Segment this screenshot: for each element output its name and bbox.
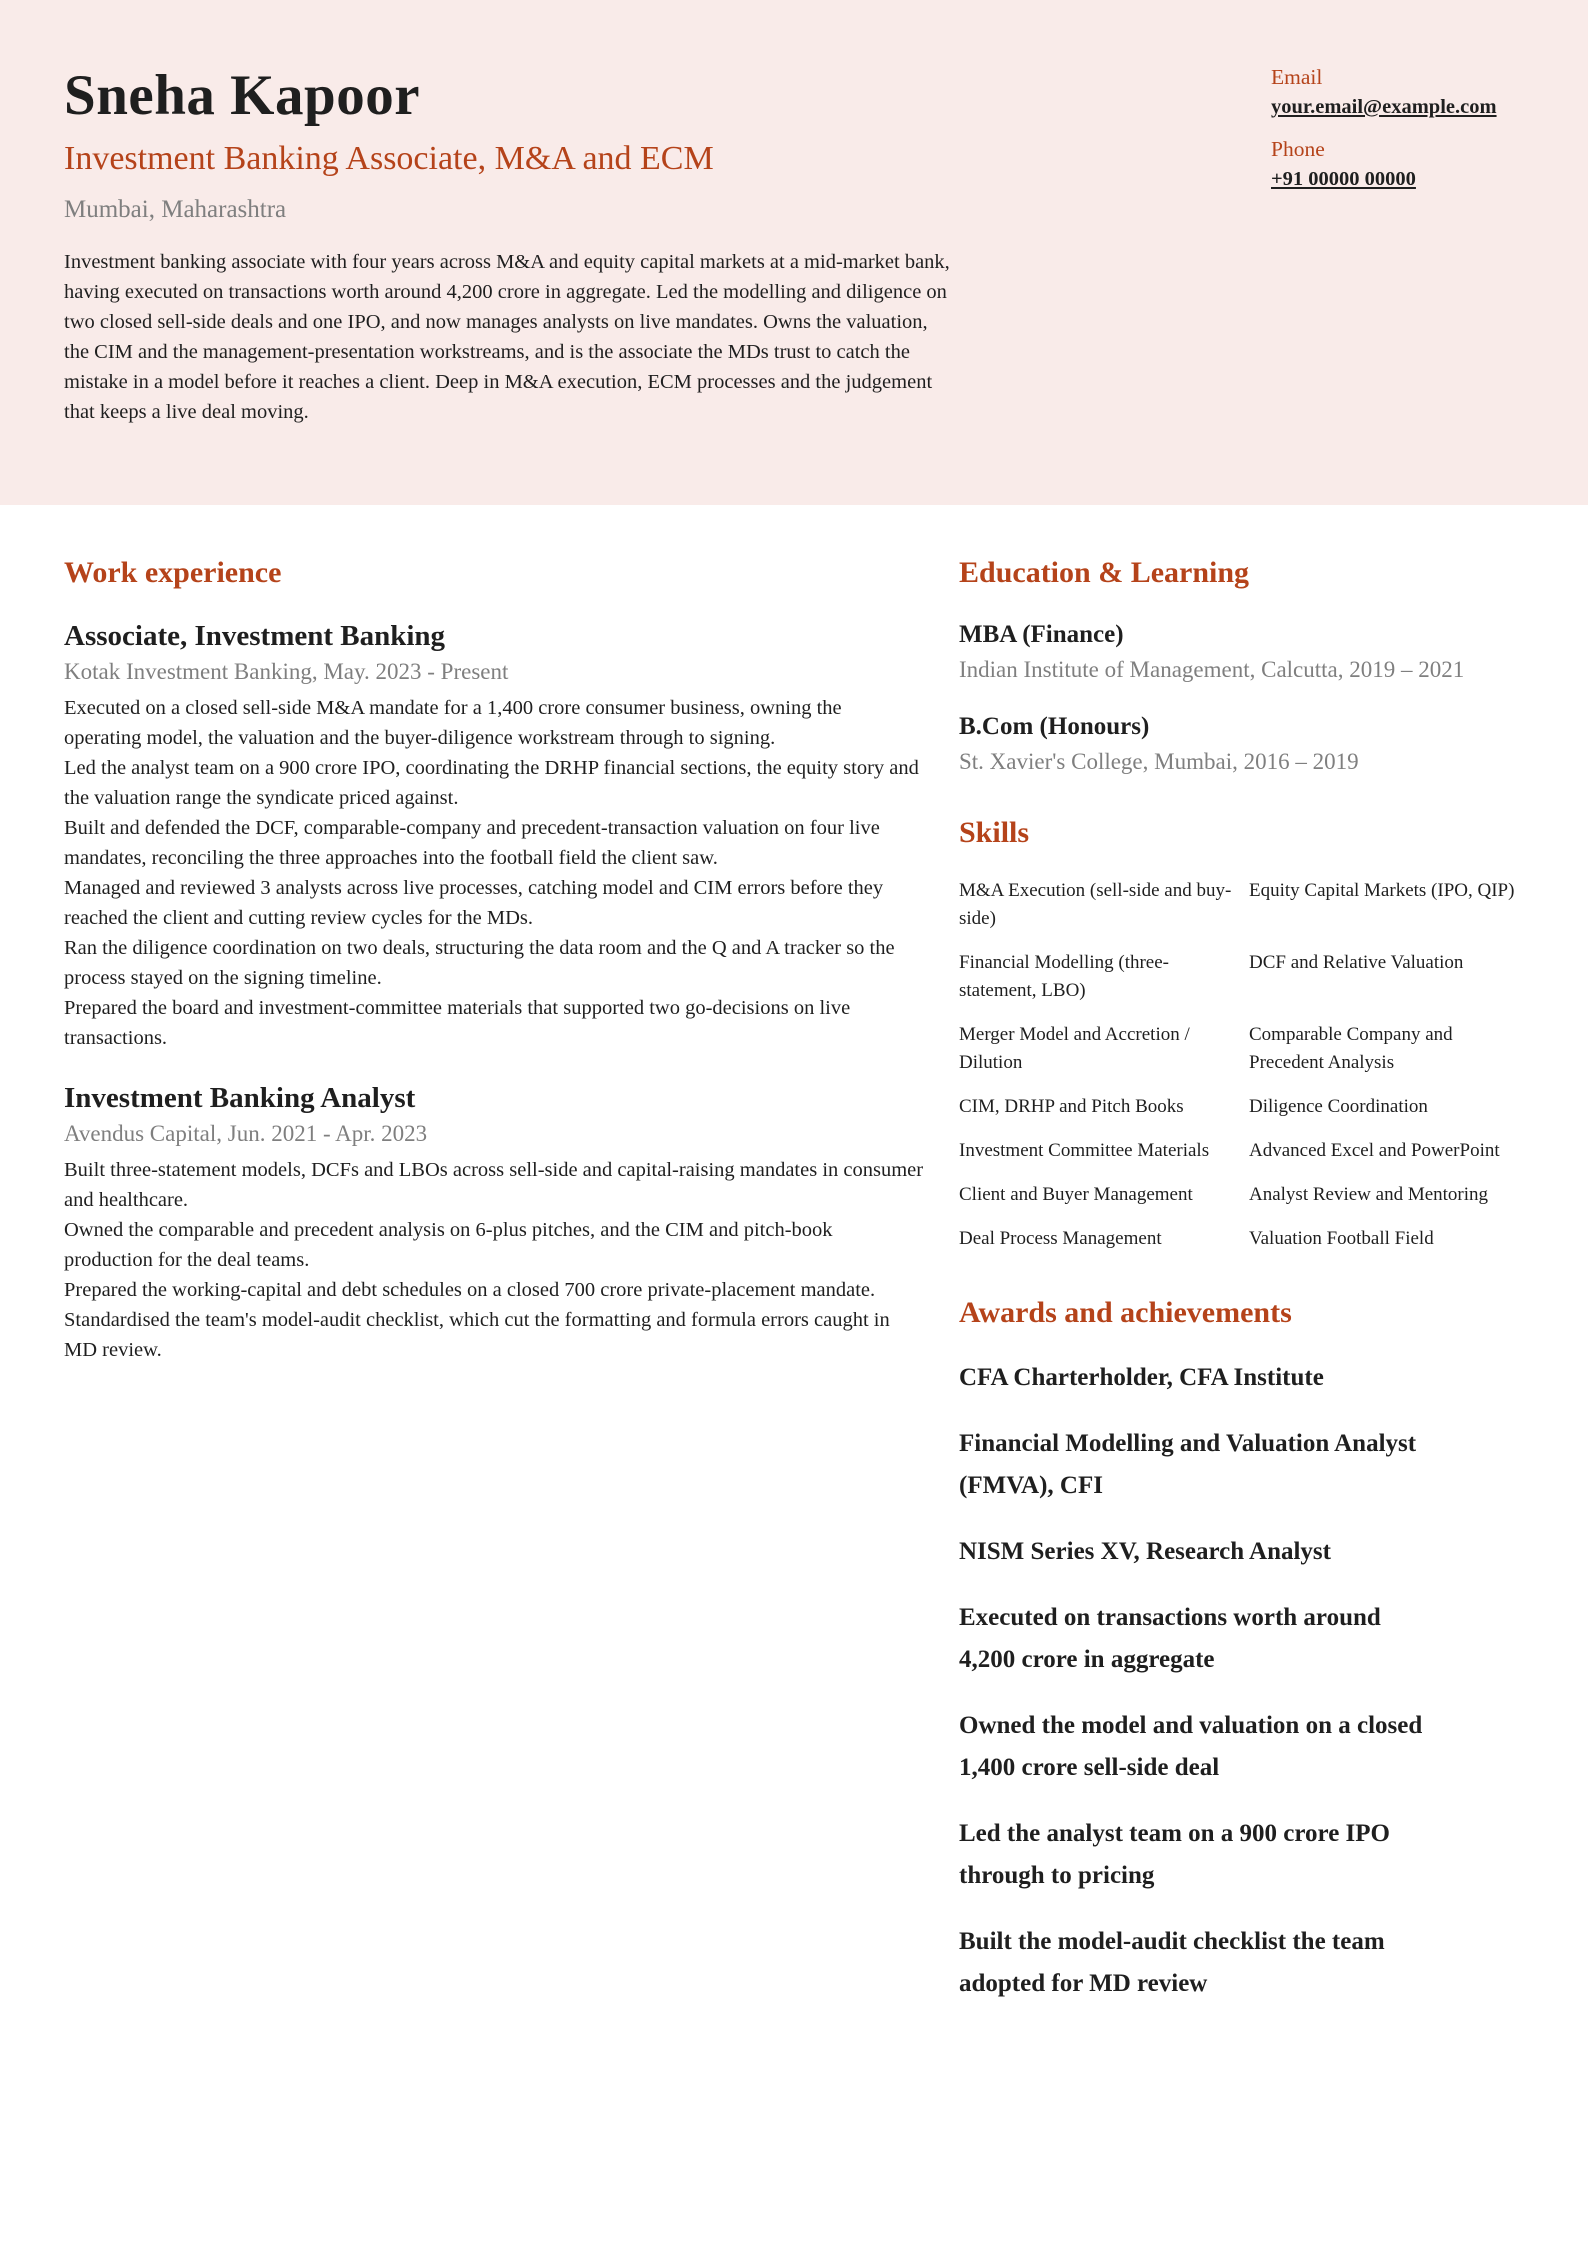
- job-entry: [64, 1079, 924, 1365]
- job-title: Investment Banking Analyst: [64, 1082, 416, 1114]
- job-achievements: [64, 693, 924, 1053]
- degree-title: B.Com (Honours): [959, 713, 1150, 740]
- award-item: Financial Modelling and Valuation Analyst (FMVA), CFI: [959, 1430, 1417, 1499]
- skills-list: [959, 877, 1529, 1253]
- skill-item: Comparable Company and Precedent Analysis: [1249, 1024, 1453, 1073]
- skill-item: M&A Execution (sell-side and buy-side): [959, 880, 1232, 929]
- skill-item: Deal Process Management: [959, 1228, 1162, 1249]
- award-item: CFA Charterholder, CFA Institute: [959, 1364, 1324, 1391]
- work-experience-section: [64, 553, 924, 1365]
- job-achievement: Owned the comparable and precedent analysis on 6-plus pitches, and the CIM and pitch-book production for the deal teams.: [64, 1219, 833, 1271]
- skill-item: Valuation Football Field: [1249, 1228, 1434, 1249]
- skill-item: Investment Committee Materials: [959, 1140, 1210, 1161]
- job-achievement: Built and defended the DCF, comparable-company and precedent-transaction valuation on four live mandates, reconciling the three approaches into the football field the client saw.: [64, 817, 880, 869]
- job-achievement: Executed on a closed sell-side M&A mandate for a 1,400 crore consumer business, owning the operating model, the valuation and the buyer-diligence workstream through to signing.: [64, 697, 842, 749]
- job-achievements: [64, 1155, 924, 1365]
- skill-item: Analyst Review and Mentoring: [1249, 1184, 1489, 1205]
- profile-summary: Investment banking associate with four years across M&A and equity capital markets at a mid-market bank, having executed on transactions worth around 4,200 crore in aggregate. Led the modelling and diligence on two closed sell-side deals and one IPO, and now manages analysts on live mandates. Owns the valuation, the CIM and the management-presentation workstreams, and is the associate the MDs trust to catch the mistake in a model before it reaches a client. Deep in M&A execution, ECM processes and the judgement that keeps a live deal moving.: [64, 251, 950, 423]
- skill-item: Financial Modelling (three-statement, LBO): [959, 952, 1169, 1001]
- award-item: Executed on transactions worth around 4,200 crore in aggregate: [959, 1604, 1381, 1673]
- degree-title: MBA (Finance): [959, 621, 1124, 648]
- job-title: Associate, Investment Banking: [64, 620, 446, 652]
- phone-label: Phone: [1271, 137, 1325, 161]
- skill-item: Merger Model and Accretion / Dilution: [959, 1024, 1190, 1073]
- education-entry: [959, 617, 1529, 687]
- section-title-education: Education & Learning: [959, 556, 1250, 589]
- phone-link[interactable]: +91 00000 00000: [1271, 168, 1416, 190]
- header-band: [0, 0, 1588, 505]
- email-link[interactable]: your.email@example.com: [1271, 96, 1497, 118]
- degree-institution: Indian Institute of Management, Calcutta, 2019 – 2021: [959, 657, 1465, 682]
- skill-item: Equity Capital Markets (IPO, QIP): [1249, 880, 1515, 901]
- job-achievement: Ran the diligence coordination on two deals, structuring the data room and the Q and A tracker so the process stayed on the signing timeline.: [64, 937, 895, 989]
- degree-institution: St. Xavier's College, Mumbai, 2016 – 2019: [959, 749, 1359, 774]
- skill-item: Diligence Coordination: [1249, 1096, 1428, 1117]
- skill-item: Client and Buyer Management: [959, 1184, 1193, 1205]
- award-item: NISM Series XV, Research Analyst: [959, 1538, 1331, 1565]
- job-company-dates: Kotak Investment Banking, May. 2023 - Present: [64, 659, 509, 684]
- sidebar-column: [959, 553, 1529, 2029]
- skill-item: DCF and Relative Valuation: [1249, 952, 1464, 973]
- awards-list: [959, 1357, 1529, 2005]
- skill-item: Advanced Excel and PowerPoint: [1249, 1140, 1500, 1161]
- job-achievement: Prepared the working-capital and debt schedules on a closed 700 crore private-placement mandate.: [64, 1279, 876, 1301]
- email-label: Email: [1271, 65, 1323, 89]
- award-item: Owned the model and valuation on a closed 1,400 crore sell-side deal: [959, 1712, 1423, 1781]
- location: Mumbai, Maharashtra: [64, 196, 287, 223]
- candidate-name: Sneha Kapoor: [64, 64, 420, 127]
- skill-item: CIM, DRHP and Pitch Books: [959, 1096, 1184, 1117]
- job-company-dates: Avendus Capital, Jun. 2021 - Apr. 2023: [64, 1121, 428, 1146]
- job-headline: Investment Banking Associate, M&A and ECM: [64, 140, 714, 177]
- job-achievement: Standardised the team's model-audit checklist, which cut the formatting and formula errors caught in MD review.: [64, 1309, 890, 1361]
- award-item: Led the analyst team on a 900 crore IPO through to pricing: [959, 1820, 1390, 1889]
- section-title-awards: Awards and achievements: [959, 1296, 1292, 1329]
- section-title-work: Work experience: [64, 556, 282, 589]
- job-achievement: Prepared the board and investment-committee materials that supported two go-decisions on live transactions.: [64, 997, 851, 1049]
- job-achievement: Led the analyst team on a 900 crore IPO, coordinating the DRHP financial sections, the equity story and the valuation range the syndicate priced against.: [64, 757, 919, 809]
- job-achievement: Built three-statement models, DCFs and LBOs across sell-side and capital-raising mandates in consumer and healthcare.: [64, 1159, 924, 1211]
- education-entry: [959, 709, 1529, 779]
- job-entry: [64, 617, 924, 1053]
- award-item: Built the model-audit checklist the team adopted for MD review: [959, 1928, 1385, 1997]
- section-title-skills: Skills: [959, 816, 1030, 849]
- job-achievement: Managed and reviewed 3 analysts across live processes, catching model and CIM errors before they reached the client and cutting review cycles for the MDs.: [64, 877, 884, 929]
- contact-block: [1271, 62, 1571, 206]
